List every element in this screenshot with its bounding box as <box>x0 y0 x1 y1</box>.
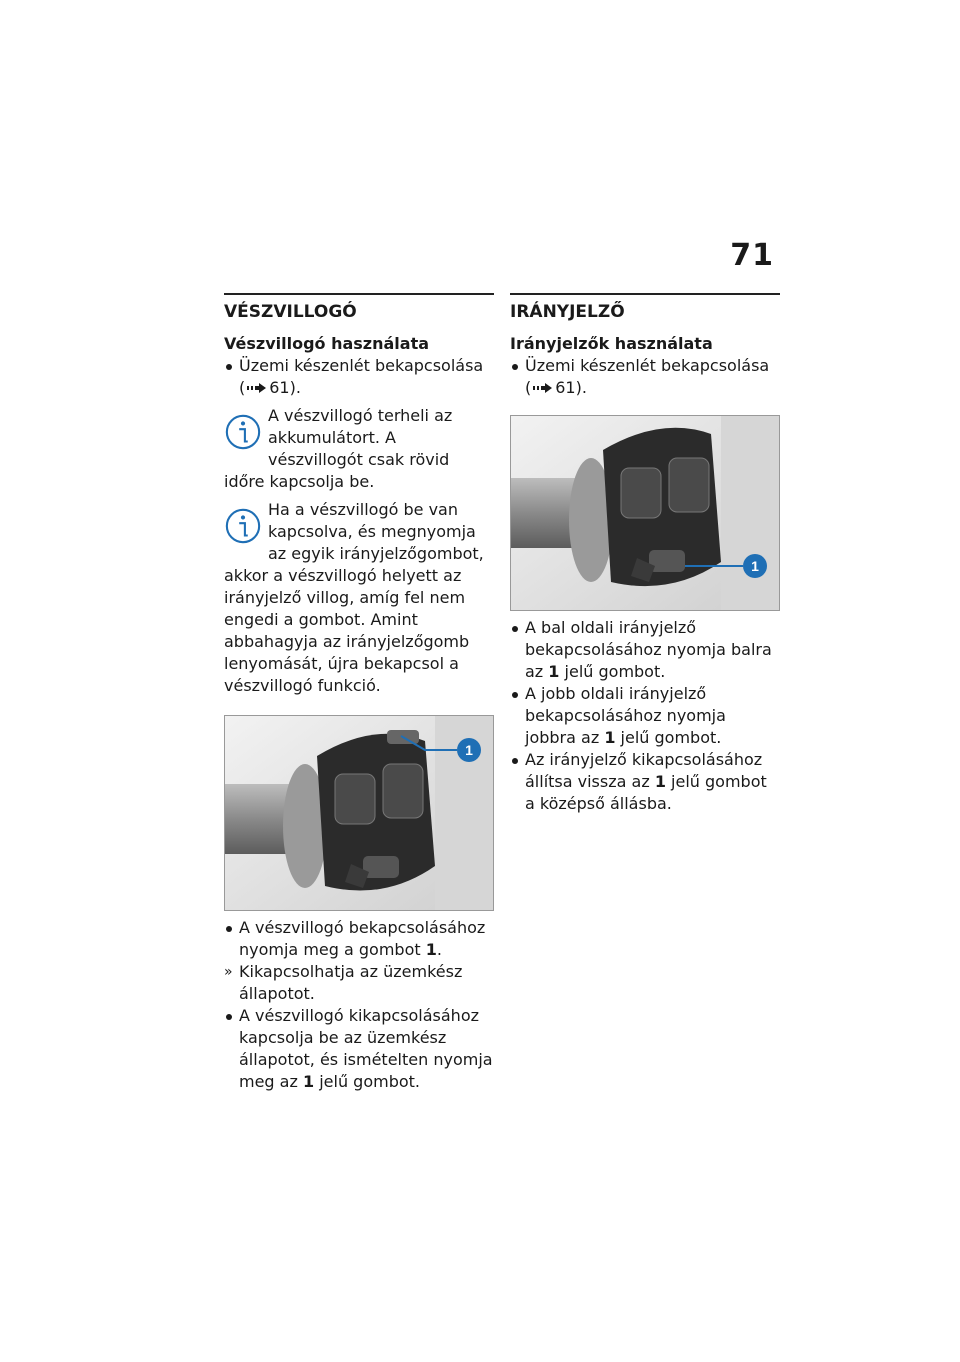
callout-number: 1 <box>465 742 473 758</box>
page-number: 71 <box>730 238 774 273</box>
hazard-section <box>224 293 494 1093</box>
info-note-indicator <box>224 499 494 697</box>
hazard-switch-photo <box>224 715 494 911</box>
result-standby-off: » Kikapcsolhatja az üzemkész állapotot. <box>224 961 494 1005</box>
step-standby: Üzemi készenlét bekapcsolása ( 61). <box>510 355 780 399</box>
step-hazard-off: A vészvillogó kikapcsolásához kapcsolja be az üzemkész állapotot, és ismételten nyomja meg az 1 jelű gombot. <box>224 1005 494 1093</box>
handlebar-switch-image <box>225 716 493 910</box>
page-reference[interactable]: 61). <box>555 378 587 397</box>
step-standby: Üzemi készenlét bekapcsolása ( 61). <box>224 355 494 399</box>
section-subtitle: Vészvillogó használata <box>224 334 430 353</box>
info-icon <box>224 507 262 545</box>
step-right-signal: A jobb oldali irányjelző bekapcsolásához nyomja jobbra az 1 jelű gombot. <box>510 683 780 749</box>
page-reference-icon <box>533 382 553 394</box>
section-subtitle: Irányjelzők használata <box>510 334 713 353</box>
step-hazard-on: A vészvillogó bekapcsolásához nyomja meg a gombot 1. <box>224 917 494 961</box>
info-text: Ha a vészvillogó be van kapcsolva, és megnyomja az egyik irányjelzőgombot, akkor a vészvillogó helyett az irányjelző villog, amíg fel nem engedi a gombot. Amint abbahagyja az irányjelzőgomb lenyomását, újra bekapcsol a vészvillogó funkció. <box>224 500 484 695</box>
handlebar-switch-image <box>511 416 779 610</box>
info-note-battery <box>224 405 494 493</box>
section-title: IRÁNYJELZŐ <box>510 293 780 323</box>
section-title: VÉSZVILLOGÓ <box>224 293 494 323</box>
info-text: A vészvillogó terheli az akkumulátort. A vészvillogót csak rövid időre kapcsolja be. <box>224 406 453 491</box>
step-text: Üzemi készenlét bekapcsolása <box>525 356 770 375</box>
step-text: Üzemi készenlét bekapcsolása <box>239 356 484 375</box>
step-left-signal: A bal oldali irányjelző bekapcsolásához nyomja balra az 1 jelű gombot. <box>510 617 780 683</box>
turn-switch-photo <box>510 415 780 611</box>
info-icon <box>224 413 262 451</box>
page-reference[interactable]: 61). <box>269 378 301 397</box>
turn-signal-section <box>510 293 780 815</box>
step-signal-off: Az irányjelző kikapcsolásához állítsa vissza az 1 jelű gombot a középső állásba. <box>510 749 780 815</box>
callout-number: 1 <box>751 558 759 574</box>
page-reference-icon <box>247 382 267 394</box>
